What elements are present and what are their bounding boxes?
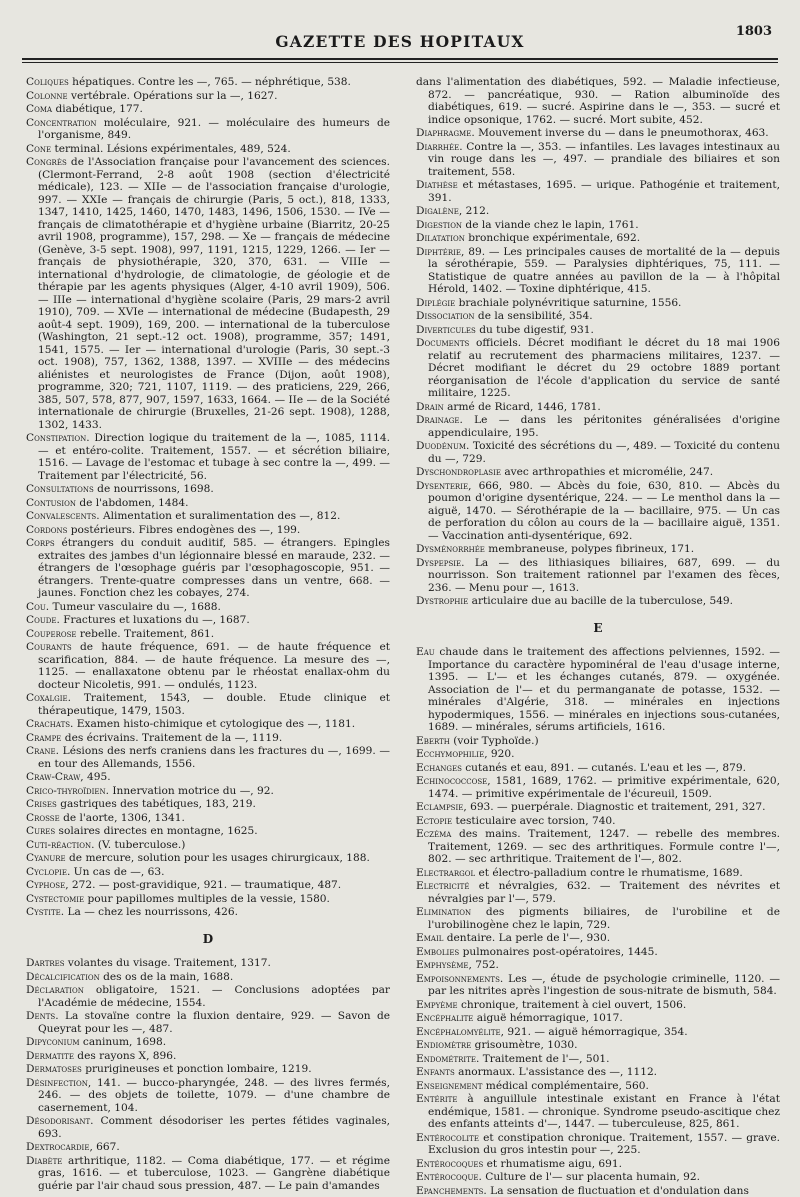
index-entry [26, 971, 390, 984]
index-entry [416, 1171, 780, 1184]
index-text: . Mouvement inverse du — dans le pneumothorax, 463. [471, 127, 768, 139]
index-entry [26, 1036, 390, 1049]
index-term: Diarrhée [416, 141, 459, 153]
index-term: Cuti-réaction [26, 839, 91, 851]
index-term: Encéphalomyélite [416, 1026, 501, 1038]
index-text: prurigineuses et ponction lombaire, 1219. [82, 1063, 312, 1075]
index-term: Dyschondroplasie [416, 466, 501, 478]
index-term: Colonne [26, 90, 68, 102]
index-entry [416, 1012, 780, 1025]
index-entry [416, 1053, 780, 1066]
index-entry [416, 999, 780, 1012]
index-entry [416, 1080, 780, 1093]
index-term: Dyspepsie [416, 557, 461, 569]
index-term: Epanchements [416, 1185, 483, 1197]
index-term: Couperose [26, 628, 76, 640]
index-entry [26, 432, 390, 482]
index-text: , 693. — puerpérale. Diagnostic et traitement, 291, 327. [463, 801, 765, 813]
index-text: terminal. Lésions expérimentales, 489, 524. [51, 143, 291, 155]
index-text: . Lésions des nerfs craniens dans les fractures du —, 1699. — en tour des Allemands, 1556. [38, 745, 390, 770]
index-entry [26, 601, 390, 614]
index-entry [26, 893, 390, 906]
index-term: Désodorisant [26, 1115, 90, 1127]
index-term: Dermatoses [26, 1063, 82, 1075]
index-term: Congrès [26, 156, 67, 168]
index-entry [416, 932, 780, 945]
index-entry [416, 297, 780, 310]
index-entry [416, 973, 780, 998]
index-entry [26, 143, 390, 156]
index-entry [26, 1063, 390, 1076]
index-entry [416, 127, 780, 140]
index-term: Emphysème [416, 959, 469, 971]
index-term: Digestion [416, 219, 462, 231]
index-term: Diabète [26, 1155, 62, 1167]
index-term: Dermatite [26, 1050, 74, 1062]
index-term: Cone [26, 143, 51, 155]
index-term: Dysenterie [416, 480, 468, 492]
index-text: . Culture de l'— sur placenta humain, 92. [479, 1171, 700, 1183]
index-text: . Un cas de —, 63. [67, 866, 165, 878]
index-term: Empyème [416, 999, 458, 1011]
index-term: Crises [26, 798, 57, 810]
index-text: . (V. tuberculose.) [91, 839, 185, 851]
index-text: étrangers du conduit auditif, 585. — étrangers. Epingles extraites des jambes d'un légionnaire blessé en maraude, 232. — étrangers de l'œsophage guéris par l'œsophagoscopie, 951. — étrangers. Trente-quatre compresses dans un ventre, 668. — jaunes. Fonction chez les cobayes, 274. [38, 537, 390, 599]
index-text: anormaux. L'assistance des —, 1112. [455, 1066, 657, 1078]
index-term: Contusion [26, 497, 76, 509]
index-entry [26, 879, 390, 892]
index-text: . Alimentation et suralimentation des —, 812. [96, 510, 340, 522]
entries-e [416, 646, 780, 1197]
index-term: Eclampsie [416, 801, 463, 813]
index-text: des mains. Traitement, 1247. — rebelle des membres. Traitement, 1269. — sec des arthritiques. Formule contre l'—, 802. — sec arthritique. Traitement de l'—, 802. [428, 828, 780, 865]
index-term: Décalcification [26, 971, 100, 983]
index-text: dans l'alimentation des diabétiques, 592. — Maladie infectieuse, 872. — pancréatique, 930. — Ration albuminoïde des diabétiques, 619. — sucré. Aspirine dans le —, 353. — sucré et indice opsonique, 1762. — sucré. Mort subite, 452. [416, 76, 780, 126]
index-entry [416, 76, 780, 126]
index-text: de nourrissons, 1698. [94, 483, 214, 495]
index-text: cutanés et eau, 891. — cutanés. L'eau et les —, 879. [462, 762, 746, 774]
index-text: et métastases, 1695. — urique. Pathogénie et traitement, 391. [428, 179, 780, 204]
index-text: et constipation chronique. Traitement, 1557. — grave. Exclusion du gros intestin pour —, 225. [428, 1132, 780, 1157]
index-entry [416, 219, 780, 232]
index-text: . Traitement de l'—, 501. [476, 1053, 610, 1065]
header-rule [22, 58, 778, 60]
index-term: Crosse [26, 812, 60, 824]
index-text: chronique, traitement à ciel ouvert, 1506. [458, 999, 687, 1011]
index-text: articulaire due au bacille de la tuberculose, 549. [468, 595, 733, 607]
index-text: . La sensation de fluctuation et d'ondulation dans [483, 1185, 748, 1197]
index-term: Echanges [416, 762, 462, 774]
index-term: Ectopie [416, 815, 452, 827]
index-entry [416, 595, 780, 608]
index-text: chaude dans le traitement des affections pelviennes, 1592. — Importance du caractère hypominéral de l'eau d'usage interne, 1395. — L'— et les échanges cutanés, 879. — oxygénée. Association de l'— et du permanganate de potasse, 1532. — minérales d'Algérie, 318. — minérales en injections hypodermiques, 1556. — minérales en injections sous-cutanées, 1689. — minérales, sérums artificiels, 1616. [428, 646, 780, 733]
index-term: Courants [26, 641, 72, 653]
index-entry [416, 1158, 780, 1171]
index-term: Electricité [416, 880, 469, 892]
index-entry [26, 692, 390, 717]
index-entry [416, 735, 780, 748]
index-term: Diverticules [416, 324, 476, 336]
index-text: . Les —, étude de psychologie criminelle, 1120. — par les nitrites après l'ingestion de sous-nitrate de bismuth, 584. [428, 973, 780, 998]
section-letter-d: D [26, 933, 390, 946]
left-column [26, 76, 390, 1152]
index-text: bronchique expérimentale, 692. [465, 232, 640, 244]
index-entry [416, 337, 780, 400]
index-term: Enseignement [416, 1080, 482, 1092]
index-text: . Contre la —, 353. — infantiles. Les lavages intestinaux au vin rouge dans les —, 497. — prandiale des biliaires et son traitement, 558. [428, 141, 780, 178]
index-entry [26, 90, 390, 103]
index-entry [26, 745, 390, 770]
index-term: Coma [26, 103, 52, 115]
index-entry [26, 732, 390, 745]
index-entry [416, 246, 780, 296]
index-entry [416, 762, 780, 775]
index-entry [416, 324, 780, 337]
index-text: volantes du visage. Traitement, 1317. [65, 957, 271, 969]
index-entry [26, 537, 390, 600]
index-entry [416, 946, 780, 959]
index-term: Cordons [26, 524, 67, 536]
index-entry [416, 179, 780, 204]
index-text: rebelle. Traitement, 861. [76, 628, 214, 640]
index-term: Digalène [416, 205, 459, 217]
index-text: gastriques des tabétiques, 183, 219. [57, 798, 256, 810]
index-term: Constipation [26, 432, 86, 444]
index-text: . Toxicité des sécrétions du —, 489. — Toxicité du contenu du —, 729. [428, 440, 780, 465]
index-text: des os de la main, 1688. [100, 971, 234, 983]
index-entry [26, 117, 390, 142]
index-entry [416, 543, 780, 556]
index-term: Eau [416, 646, 435, 658]
index-entry [26, 984, 390, 1009]
index-text: , 667. [89, 1141, 119, 1153]
index-entry [416, 867, 780, 880]
index-term: Entérocoques [416, 1158, 483, 1170]
index-term: Documents [416, 337, 469, 349]
index-text: de la sensibilité, 354. [475, 310, 593, 322]
index-text: , 752. [469, 959, 499, 971]
index-text: . La — chez les nourrissons, 426. [61, 906, 238, 918]
index-entry [26, 628, 390, 641]
index-term: Cyphose [26, 879, 65, 891]
index-term: Cou [26, 601, 46, 613]
index-entry [26, 483, 390, 496]
index-term: Consultations [26, 483, 94, 495]
index-text: . Direction logique du traitement de la —, 1085, 1114. — et entéro-colite. Traitement, 1557. — et sécrétion biliaire, 1516. — Lavage de l'estomac et tubage à sec contre la —, 499. — Traitement par l'électricité, 56. [38, 432, 390, 482]
index-term: Dysménorrhée [416, 543, 485, 555]
index-text: dentaire. La perle de l'—, 930. [443, 932, 610, 944]
index-text: . Le — dans les péritonites généralisées d'origine appendiculaire, 195. [428, 414, 780, 439]
index-entry [26, 103, 390, 116]
index-entry [26, 497, 390, 510]
index-text: brachiale polynévritique saturnine, 1556. [455, 297, 681, 309]
index-entry [26, 1155, 390, 1193]
index-text: diabétique, 177. [52, 103, 143, 115]
index-term: Diplégie [416, 297, 455, 309]
index-text: , 920. [484, 748, 514, 760]
index-entry [416, 1039, 780, 1052]
index-entry [416, 1093, 780, 1131]
index-term: Duodénum [416, 440, 466, 452]
index-term: Eberth [416, 735, 450, 747]
index-term: Dartres [26, 957, 65, 969]
index-text: et névralgies, 632. — Traitement des névrites et névralgies par l'—, 579. [428, 880, 780, 905]
entries-c [26, 76, 390, 919]
index-text: solaires directes en montagne, 1625. [55, 825, 257, 837]
index-text: avec arthropathies et micromélie, 247. [501, 466, 713, 478]
index-entry [416, 232, 780, 245]
index-entry [416, 801, 780, 814]
index-entry [26, 1077, 390, 1115]
index-entry [416, 748, 780, 761]
index-entry [416, 828, 780, 866]
index-columns [26, 76, 780, 1152]
page-header [22, 18, 778, 58]
index-entry [26, 825, 390, 838]
index-entry [416, 401, 780, 414]
index-entry [416, 775, 780, 800]
index-entry [416, 141, 780, 179]
index-text: moléculaire, 921. — moléculaire des humeurs de l'organisme, 849. [38, 117, 390, 142]
index-term: Coliques [26, 76, 69, 88]
index-term: Crico-thyroïdien [26, 785, 106, 797]
index-text: des pigments biliaires, de l'urobiline et de l'urobilinogène chez le lapin, 729. [428, 906, 780, 931]
index-entry [416, 1185, 780, 1197]
index-term: Crane [26, 745, 56, 757]
index-entry [26, 524, 390, 537]
index-term: Crampe [26, 732, 61, 744]
index-term: Corps [26, 537, 55, 549]
index-entry [26, 839, 390, 852]
index-text: (voir Typhoïde.) [450, 735, 539, 747]
index-text: de la viande chez le lapin, 1761. [462, 219, 639, 231]
index-text: , 921. — aiguë hémorragique, 354. [501, 1026, 688, 1038]
index-text: des écrivains. Traitement de la —, 1119. [61, 732, 282, 744]
entries-d-continued [416, 76, 780, 608]
index-term: Crachats [26, 718, 70, 730]
index-entry [416, 959, 780, 972]
index-term: Encéphalite [416, 1012, 473, 1024]
index-text: caninum, 1698. [80, 1036, 167, 1048]
index-text: et électro-palladium contre le rhumatisme, 1689. [475, 867, 743, 879]
index-term: Diphtérie [416, 246, 461, 258]
index-term: Craw-Craw [26, 771, 80, 783]
index-entry [26, 641, 390, 691]
index-text: de l'Association française pour l'avancement des sciences. (Clermont-Ferrand, 2-8 août 1908 (section d'électricité médicale), 123. — XIIe — de l'association française d'urologie, 997. — XXIe — français de chirurgie (Paris, 5 oct.), 818, 1333, 1347, 1410, 1425, 1460, 1470, 1483, 1496, 1506, 1530. — IVe — français de climatothérapie et d'hygiène urbaine (Biarritz, 20-25 avril 1908, programme), 157, 298. — Xe — français de médecine (Genève, 3-5 sept. 1908), 997, 1191, 1215, 1229, 1266. — Ier — français de physiothérapie, 320, 370, 631. — VIIIe — international d'hydrologie, de climatologie, de géologie et de thérapie par les agents physiques (Alger, 4-10 avril 1909), 506. — IIIe — international d'hygiène scolaire (Paris, 29 mars-2 avril 1910), 709. — XVIe — international de médecine (Budapesth, 29 août-4 sept. 1909), 169, 200. — international de la tuberculose (Washington, 21 sept.-12 oct. 1908), programme, 357; 1491, 1541, 1575. — Ier — international d'urologie (Paris, 30 sept.-3 oct. 1908), 757, 1362, 1388, 1397. — XVIIIe — des médecins aliénistes et neurologistes de France (Dijon, août 1908), programme, 320; 721, 1107, 1119. — des praticiens, 229, 266, 385, 507, 578, 877, 907, 1597, 1633, 1664. — IIe — de la Société internationale de chirurgie (Bruxelles, 21-26 sept. 1908), 1288, 1302, 1433. [38, 156, 390, 431]
right-column [416, 76, 780, 1152]
index-term: Cures [26, 825, 55, 837]
index-text: , 212. [459, 205, 489, 217]
index-entry [26, 852, 390, 865]
index-text: . Fractures et luxations du —, 1687. [56, 614, 249, 626]
index-text: . La stovaïne contre la fluxion dentaire, 929. — Savon de Queyrat pour les —, 487. [38, 1010, 390, 1035]
index-text: grisoumètre, 1030. [471, 1039, 577, 1051]
index-text: , 495. [80, 771, 110, 783]
index-text: des rayons X, 896. [74, 1050, 176, 1062]
index-text: . Tumeur vasculaire du —, 1688. [46, 601, 221, 613]
index-term: Drainage [416, 414, 459, 426]
index-text: de mercure, solution pour les usages chirurgicaux, 188. [66, 852, 370, 864]
journal-title: GAZETTE DES HOPITAUX [22, 32, 778, 51]
index-text: pulmonaires post-opératoires, 1445. [459, 946, 658, 958]
index-text: . La — des lithiasiques biliaires, 687, 699. — du nourrisson. Son traitement rationnel par l'examen des fèces, 236. — Menu pour —, 1613. [428, 557, 780, 594]
index-entry [416, 480, 780, 543]
index-entry [26, 1010, 390, 1035]
index-term: Eczéma [416, 828, 451, 840]
index-term: Endiomètre [416, 1039, 471, 1051]
index-text: postérieurs. Fibres endogènes des —, 199. [67, 524, 300, 536]
index-term: Drain [416, 401, 444, 413]
index-term: Coxalgie [26, 692, 68, 704]
index-text: , 141. — bucco-pharyngée, 248. — des livres fermés, 246. — des objets de toilette, 1079. — d'une chambre de casernement, 104. [38, 1077, 390, 1114]
index-entry [26, 785, 390, 798]
index-entry [416, 1132, 780, 1157]
index-entry [416, 880, 780, 905]
index-term: Cyanure [26, 852, 66, 864]
index-text: de haute fréquence, 691. — de haute fréquence et scarification, 884. — de haute fréquence. La mesure des —, 1125. — enallaxatone obtenu par le rhéostat enallax-ohm du docteur Nicoletis, 991. — ondulés, 1123. [38, 641, 390, 691]
index-text: pour papillomes multiples de la vessie, 1580. [84, 893, 330, 905]
index-term: Convalescents [26, 510, 96, 522]
index-text: , 666, 980. — Abcès du foie, 630, 810. — Abcès du poumon d'origine dysentérique, 224. — — Le menthol dans la — aiguë, 1470. — Sérothérapie de la — bacillaire, 975. — Un cas de perforation du côlon au cours de la — bacillaire aiguë, 1351. — Vaccination anti-dysentérique, 692. [428, 480, 780, 542]
index-entry [26, 866, 390, 879]
index-text: , 89. — Les principales causes de mortalité de la — depuis la sérothérapie, 559. — Paralysies diphtériques, 75, 111. — Statistique de quatre années au pavillon de la — à l'hôpital Hérold, 1402. — Toxine diphtérique, 415. [428, 246, 780, 296]
index-entry [416, 1026, 780, 1039]
index-text: vertébrale. Opérations sur la —, 1627. [68, 90, 278, 102]
index-entry [416, 414, 780, 439]
index-entry [26, 1141, 390, 1154]
index-term: Ecchymophilie [416, 748, 484, 760]
index-text: hépatiques. Contre les —, 765. — néphrétique, 538. [69, 76, 351, 88]
index-term: Enfants [416, 1066, 455, 1078]
index-term: Diathèse [416, 179, 458, 191]
index-entry [26, 156, 390, 431]
index-entry [416, 440, 780, 465]
index-term: Déclaration [26, 984, 84, 996]
index-entry [416, 466, 780, 479]
index-term: Cystite [26, 906, 61, 918]
index-term: Elimination [416, 906, 471, 918]
index-entry [26, 76, 390, 89]
entries-d [26, 957, 390, 1192]
index-term: Dents [26, 1010, 55, 1022]
index-text: , 272. — post-gravidique, 921. — traumatique, 487. [65, 879, 341, 891]
index-term: Dissociation [416, 310, 475, 322]
index-text: du tube digestif, 931. [476, 324, 594, 336]
index-entry [26, 798, 390, 811]
index-text: obligatoire, 1521. — Conclusions adoptées par l'Académie de médecine, 1554. [38, 984, 390, 1009]
index-text: et rhumatisme aigu, 691. [483, 1158, 622, 1170]
index-text: de l'aorte, 1306, 1341. [60, 812, 185, 824]
index-term: Entérocolite [416, 1132, 479, 1144]
index-text: aiguë hémorragique, 1017. [473, 1012, 622, 1024]
index-text: testiculaire avec torsion, 740. [452, 815, 615, 827]
index-term: Désinfection [26, 1077, 88, 1089]
index-entry [26, 906, 390, 919]
page-number: 1803 [736, 24, 772, 39]
index-entry [26, 812, 390, 825]
index-text: médical complémentaire, 560. [482, 1080, 648, 1092]
index-entry [416, 205, 780, 218]
index-text: . Examen histo-chimique et cytologique des —, 1181. [70, 718, 355, 730]
index-term: Embolies [416, 946, 459, 958]
index-text: membraneuse, polypes fibrineux, 171. [485, 543, 694, 555]
index-entry [416, 815, 780, 828]
index-entry [416, 646, 780, 734]
index-term: Electrargol [416, 867, 475, 879]
index-term: Dextrocardie [26, 1141, 89, 1153]
index-text: à anguillule intestinale existant en France à l'état endémique, 1581. — chronique. Syndrome pseudo-ascitique chez des enfants atteints d'—, 1447. — tuberculeuse, 825, 861. [428, 1093, 780, 1130]
header-rule-thin [22, 62, 778, 63]
index-term: Cyclopie [26, 866, 67, 878]
index-term: Echinococcose [416, 775, 487, 787]
index-entry [26, 614, 390, 627]
index-term: Coude [26, 614, 56, 626]
index-entry [26, 771, 390, 784]
index-term: Concentration [26, 117, 96, 129]
index-text: . Traitement, 1543, — double. Etude clinique et thérapeutique, 1479, 1503. [38, 692, 390, 717]
index-term: Entérite [416, 1093, 457, 1105]
index-text: . Comment désodoriser les pertes fétides vaginales, 693. [38, 1115, 390, 1140]
index-term: Email [416, 932, 443, 944]
index-text: officiels. Décret modifiant le décret du 18 mai 1906 relatif au recrutement des pharmaciens militaires, 1237. — Décret modifiant le décret du 29 octobre 1889 portant réorganisation de l'école d'application du service de santé militaire, 1225. [428, 337, 780, 399]
index-entry [416, 310, 780, 323]
index-text: de l'abdomen, 1484. [76, 497, 189, 509]
index-entry [26, 1050, 390, 1063]
index-text: arthritique, 1182. — Coma diabétique, 177. — et régime gras, 1616. — et tuberculose, 1023. — Gangrène diabétique guérie par l'air chaud sous pression, 487. — Le pain d'amandes [38, 1155, 390, 1192]
section-letter-e: E [416, 622, 780, 635]
index-entry [26, 510, 390, 523]
index-term: Empoisonnements [416, 973, 500, 985]
index-text: , 1581, 1689, 1762. — primitive expérimentale, 620, 1474. — primitive expérimentale de l'écureuil, 1509. [428, 775, 780, 800]
index-term: Diaphragme [416, 127, 471, 139]
index-term: Cystectomie [26, 893, 84, 905]
index-term: Dilatation [416, 232, 465, 244]
index-entry [26, 957, 390, 970]
index-entry [26, 1115, 390, 1140]
index-entry [26, 718, 390, 731]
index-entry [416, 906, 780, 931]
index-text: armé de Ricard, 1446, 1781. [444, 401, 601, 413]
index-entry [416, 557, 780, 595]
index-text: . Innervation motrice du —, 92. [106, 785, 274, 797]
index-term: Entérocoque [416, 1171, 479, 1183]
index-term: Dystrophie [416, 595, 468, 607]
index-term: Dipyconium [26, 1036, 80, 1048]
index-term: Endométrite [416, 1053, 476, 1065]
index-entry [416, 1066, 780, 1079]
